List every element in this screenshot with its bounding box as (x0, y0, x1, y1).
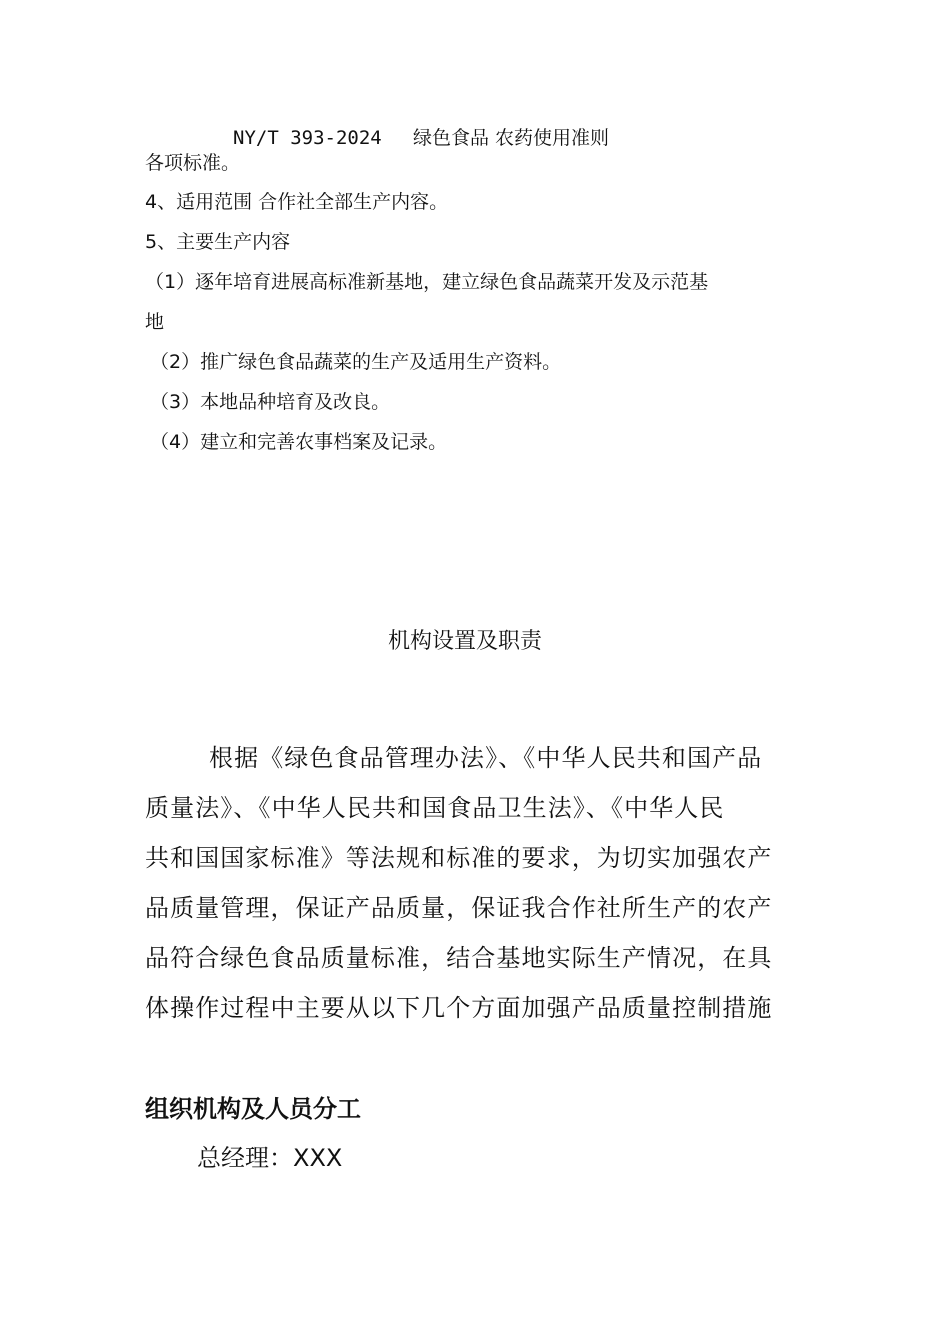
content-item-2: （2）推广绿色食品蔬菜的生产及适用生产资料。 (150, 351, 562, 373)
section-title: 机构设置及职责 (388, 629, 543, 654)
standards-continuation: 各项标准。 (145, 152, 241, 174)
content-item-1: （1）逐年培育进展高标准新基地，建立绿色食品蔬菜开发及示范基 (145, 271, 709, 293)
paragraph-line-4: 品质量管理，保证产品质量，保证我合作社所生产的农产 (145, 894, 773, 922)
paragraph-line-3: 共和国国家标准》等法规和标准的要求，为切实加强农产 (145, 844, 773, 872)
general-manager-line: 总经理：XXX (197, 1144, 343, 1172)
paragraph-line-2: 质量法》、《中华人民共和国食品卫生法》、《中华人民 (145, 794, 725, 822)
standard-title: 绿色食品 农药使用准则 (413, 127, 610, 149)
standard-code: NY/T 393-2024 (233, 127, 382, 149)
paragraph-line-6: 体操作过程中主要从以下几个方面加强产品质量控制措施 (145, 994, 773, 1022)
main-content-heading: 5、主要生产内容 (145, 231, 291, 253)
content-item-3: （3）本地品种培育及改良。 (150, 391, 391, 413)
content-item-1-cont: 地 (145, 311, 165, 333)
paragraph-line-1: 根据《绿色食品管理办法》、《中华人民共和国产品 (209, 744, 763, 772)
organization-heading: 组织机构及人员分工 (145, 1095, 361, 1123)
paragraph-line-5: 品符合绿色食品质量标准，结合基地实际生产情况，在具 (145, 944, 773, 972)
content-item-4: （4）建立和完善农事档案及记录。 (150, 431, 448, 453)
scope-line: 4、适用范围 合作社全部生产内容。 (145, 191, 449, 213)
